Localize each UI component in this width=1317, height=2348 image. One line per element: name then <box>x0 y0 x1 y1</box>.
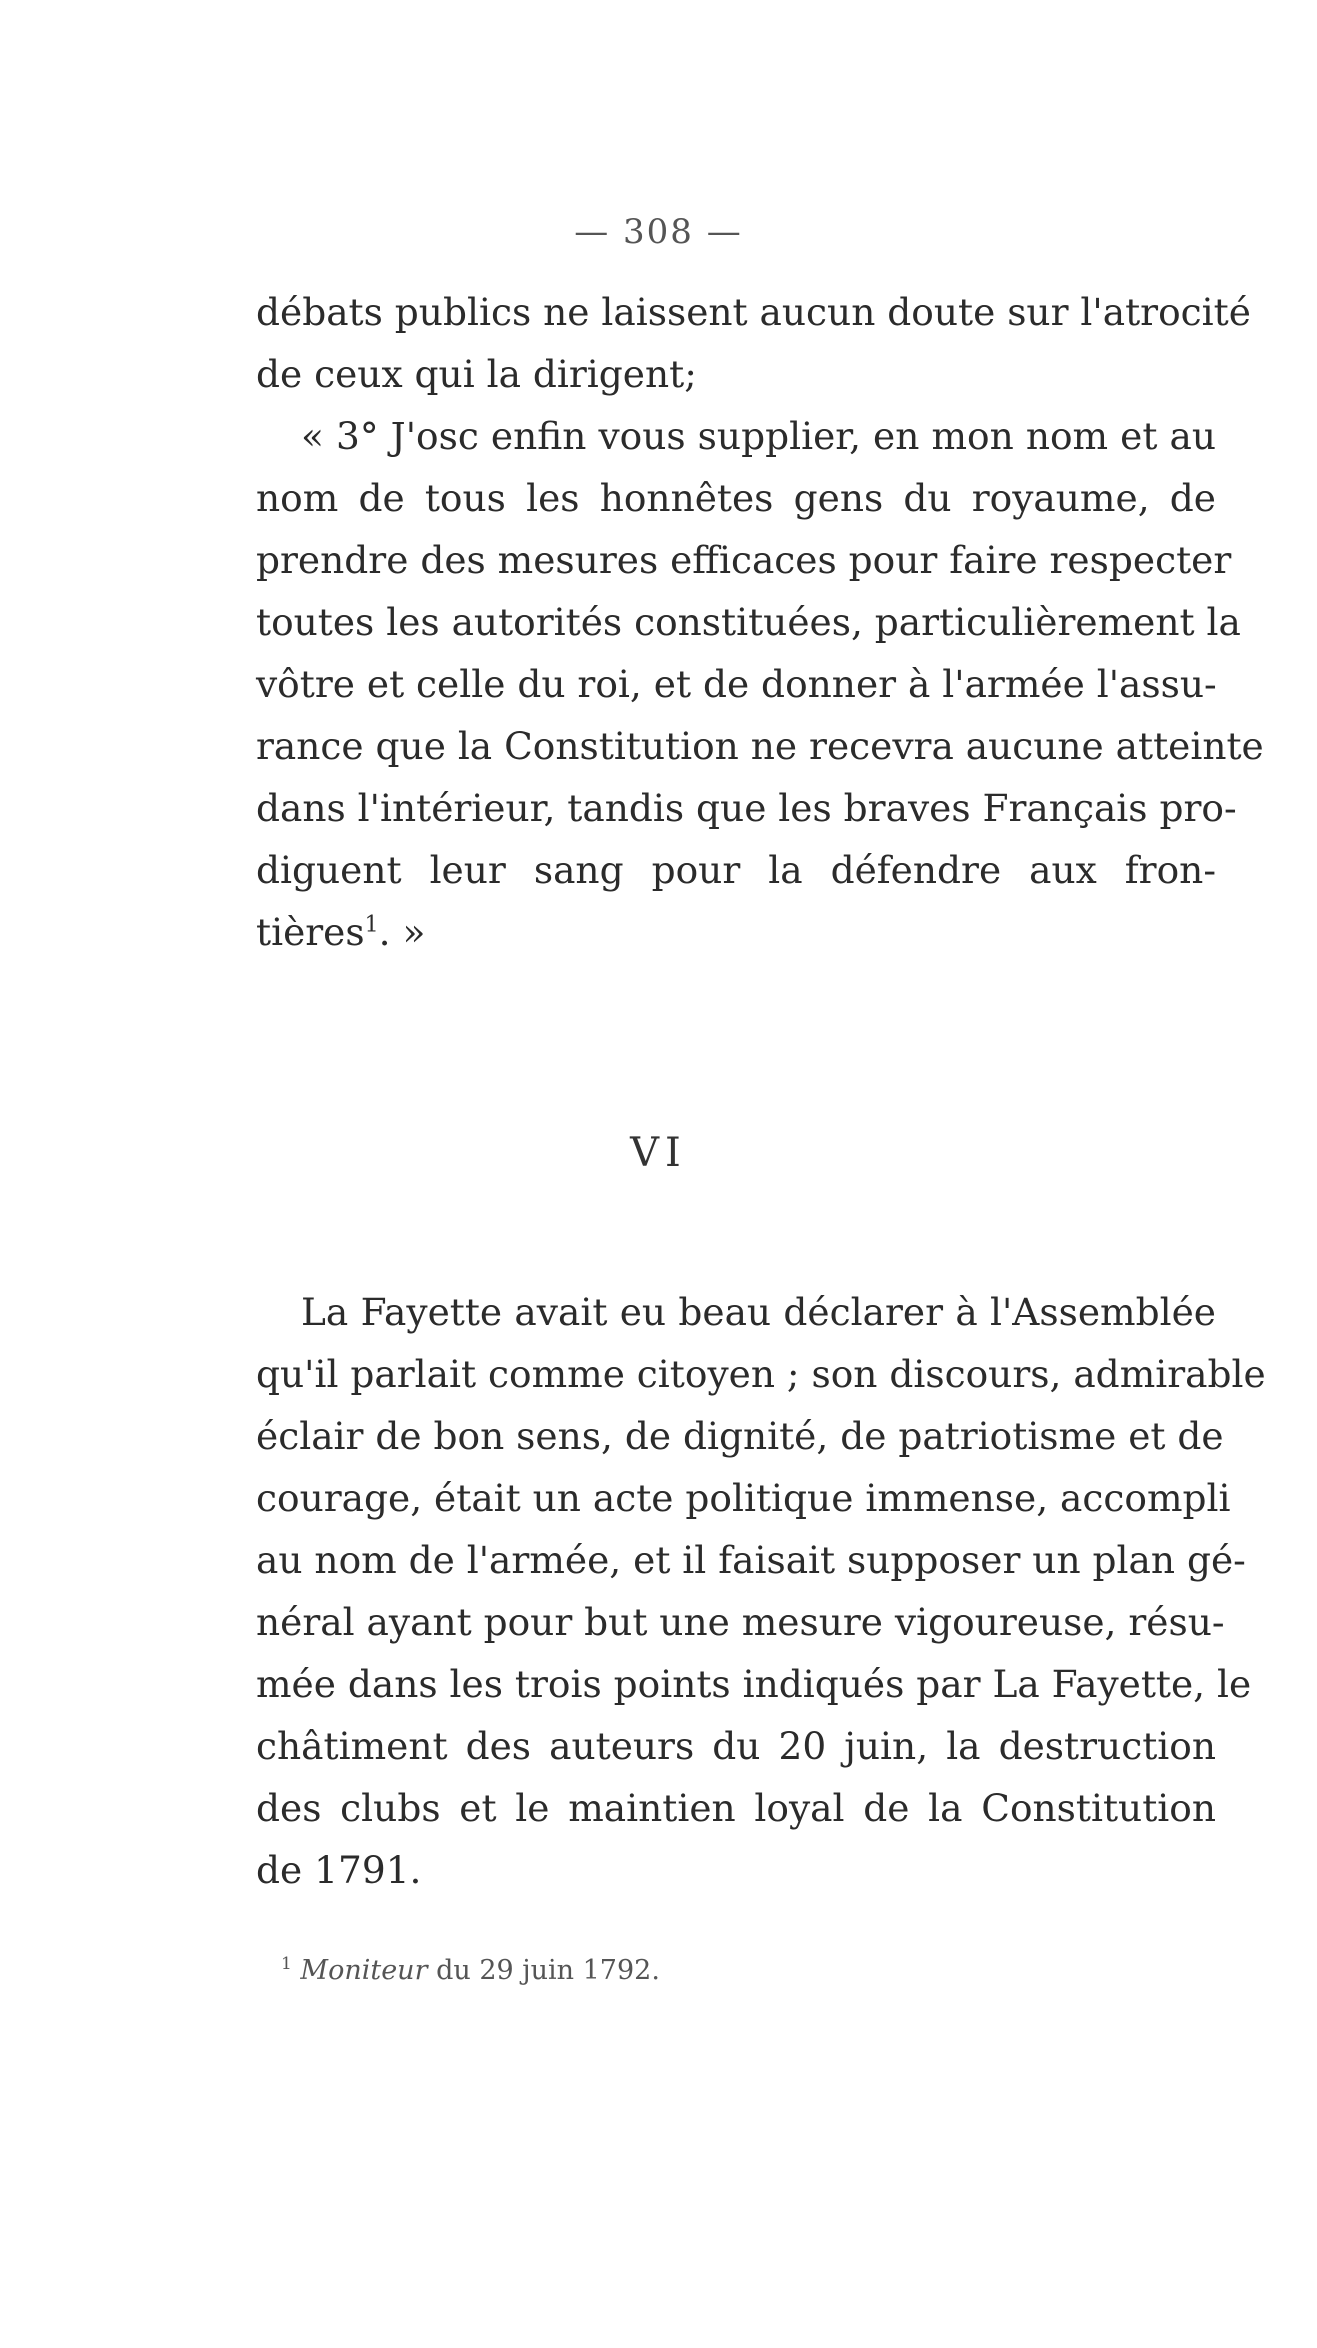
text-line: diguent leur sang pour la défendre aux fron- <box>256 848 1216 892</box>
text-line: châtiment des auteurs du 20 juin, la destruction <box>256 1724 1216 1768</box>
top-text-block <box>256 281 1264 963</box>
paragraph-quote <box>256 405 1264 963</box>
text-line: La Fayette avait eu beau déclarer à l'Assemblée <box>301 1290 1216 1334</box>
text-line: rance que la Constitution ne recevra aucune atteinte <box>256 724 1264 768</box>
text-line: vôtre et celle du roi, et de donner à l'armée l'assu- <box>256 662 1217 706</box>
text-line: des clubs et le maintien loyal de la Constitution <box>256 1786 1216 1830</box>
text-line: de ceux qui la dirigent; <box>256 352 697 396</box>
text-line-last <box>256 901 1216 963</box>
page-number: — 308 — <box>574 212 743 252</box>
text-line: éclair de bon sens, de dignité, de patriotisme et de <box>256 1414 1224 1458</box>
bottom-text-block <box>256 1281 1266 1901</box>
text-line: qu'il parlait comme citoyen ; son discours, admirable <box>256 1352 1266 1396</box>
footnote-reference[interactable]: 1 <box>364 912 379 938</box>
text-line: mée dans les trois points indiqués par La Fayette, le <box>256 1662 1252 1706</box>
text-line: courage, était un acte politique immense, accompli <box>256 1476 1231 1520</box>
paragraph <box>256 1281 1266 1901</box>
footnote <box>281 1955 660 1986</box>
paragraph-continuation <box>256 281 1251 405</box>
footnote-mark: 1 <box>281 1954 292 1974</box>
text-fragment: . » <box>378 910 426 954</box>
text-line: dans l'intérieur, tandis que les braves Français pro- <box>256 786 1237 830</box>
text-line: de 1791. <box>256 1848 422 1892</box>
section-heading: VI <box>630 1130 687 1176</box>
text-fragment: tières <box>256 910 365 954</box>
text-line: au nom de l'armée, et il faisait supposer un plan gé- <box>256 1538 1246 1582</box>
text-line: nom de tous les honnêtes gens du royaume, de <box>256 476 1216 520</box>
footnote-source: Moniteur <box>300 1955 428 1986</box>
text-line: néral ayant pour but une mesure vigoureuse, résu- <box>256 1600 1225 1644</box>
text-line: « 3° J'osc enfin vous supplier, en mon nom et au <box>301 414 1216 458</box>
text-line: débats publics ne laissent aucun doute sur l'atrocité <box>256 290 1251 334</box>
footnote-date: du 29 juin 1792. <box>427 1955 660 1986</box>
text-line: toutes les autorités constituées, particulièrement la <box>256 600 1241 644</box>
text-line: prendre des mesures efficaces pour faire respecter <box>256 538 1232 582</box>
